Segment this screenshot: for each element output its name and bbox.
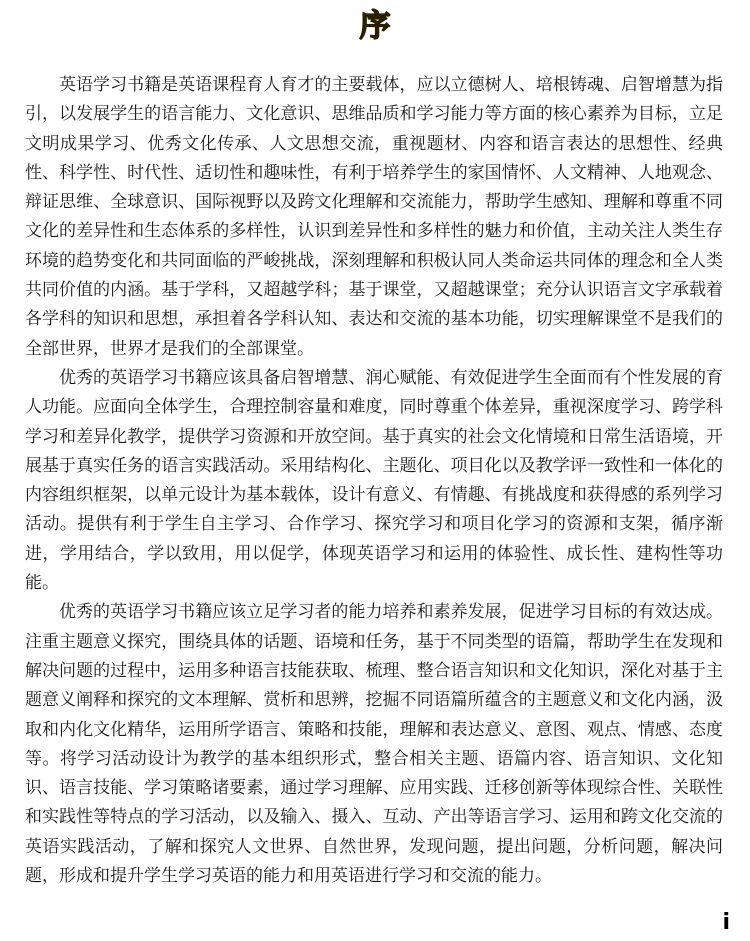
paragraph: 英语学习书籍是英语课程育人育才的主要载体，应以立德树人、培根铸魂、启智增慧为指引，以发展学生的语言能力、文化意识、思维品质和学习能力等方面的核心素养为目标，立足文明成果学习、优秀文化传承、人文思想交流，重视题材、内容和语言表达的思想性、经典性、科学性、时代性、适切性和趣味性，有利于培养学生的家国情怀、人文精神、人地观念、辩证思维、全球意识、国际视野以及跨文化理解和交流能力，帮助学生感知、理解和尊重不同文化的差异性和生态体系的多样性，认识到差异性和多样性的魅力和价值，主动关注人类生存环境的趋势变化和共同面临的严峻挑战，深刻理解和积极认同人类命运共同体的理念和全人类共同价值的内涵。基于学科，又超越学科；基于课堂，又超越课堂；充分认识语言文字承载着各学科的知识和思想，承担着各学科认知、表达和交流的基本功能，切实理解课堂不是我们的全部世界，世界才是我们的全部课堂。: [25, 75, 723, 359]
preface-body: [25, 71, 723, 891]
page-number: i: [722, 910, 730, 935]
paragraph: 优秀的英语学习书籍应该立足学习者的能力培养和素养发展，促进学习目标的有效达成。注重主题意义探究，围绕具体的话题、语境和任务，基于不同类型的语篇，帮助学生在发现和解决问题的过程中，运用多种语言技能获取、梳理、整合语言知识和文化知识，深化对基于主题意义阐释和探究的文本理解、赏析和思辨，挖掘不同语篇所蕴含的主题意义和文化内涵，汲取和内化文化精华，运用所学语言、策略和技能，理解和表达意义、意图、观点、情感、态度等。将学习活动设计为教学的基本组织形式，整合相关主题、语篇内容、语言知识、文化知识、语言技能、学习策略诸要素，通过学习理解、应用实践、迁移创新等体现综合性、关联性和实践性等特点的学习活动，以及输入、摄入、互动、产出等语言学习、运用和跨文化交流的英语实践活动，了解和探究人文世界、自然世界，发现问题，提出问题，分析问题，解决问题，形成和提升学生学习英语的能力和用英语进行学习和交流的能力。: [25, 602, 723, 887]
paragraph: 优秀的英语学习书籍应该具备启智增慧、润心赋能、有效促进学生全面而有个性发展的育人功能。应面向全体学生，合理控制容量和难度，同时尊重个体差异，重视深度学习、跨学科学习和差异化教学，提供学习资源和开放空间。基于真实的社会文化情境和日常生活语境，开展基于真实任务的语言实践活动。采用结构化、主题化、项目化以及教学评一致性和一体化的内容组织框架，以单元设计为基本载体，设计有意义、有情趣、有挑战度和获得感的系列学习活动。提供有利于学生自主学习、合作学习、探究学习和项目化学习的资源和支架，循序渐进，学用结合，学以致用，用以促学，体现英语学习和运用的体验性、成长性、建构性等功能。: [25, 367, 723, 594]
page-title: 序: [359, 8, 391, 44]
